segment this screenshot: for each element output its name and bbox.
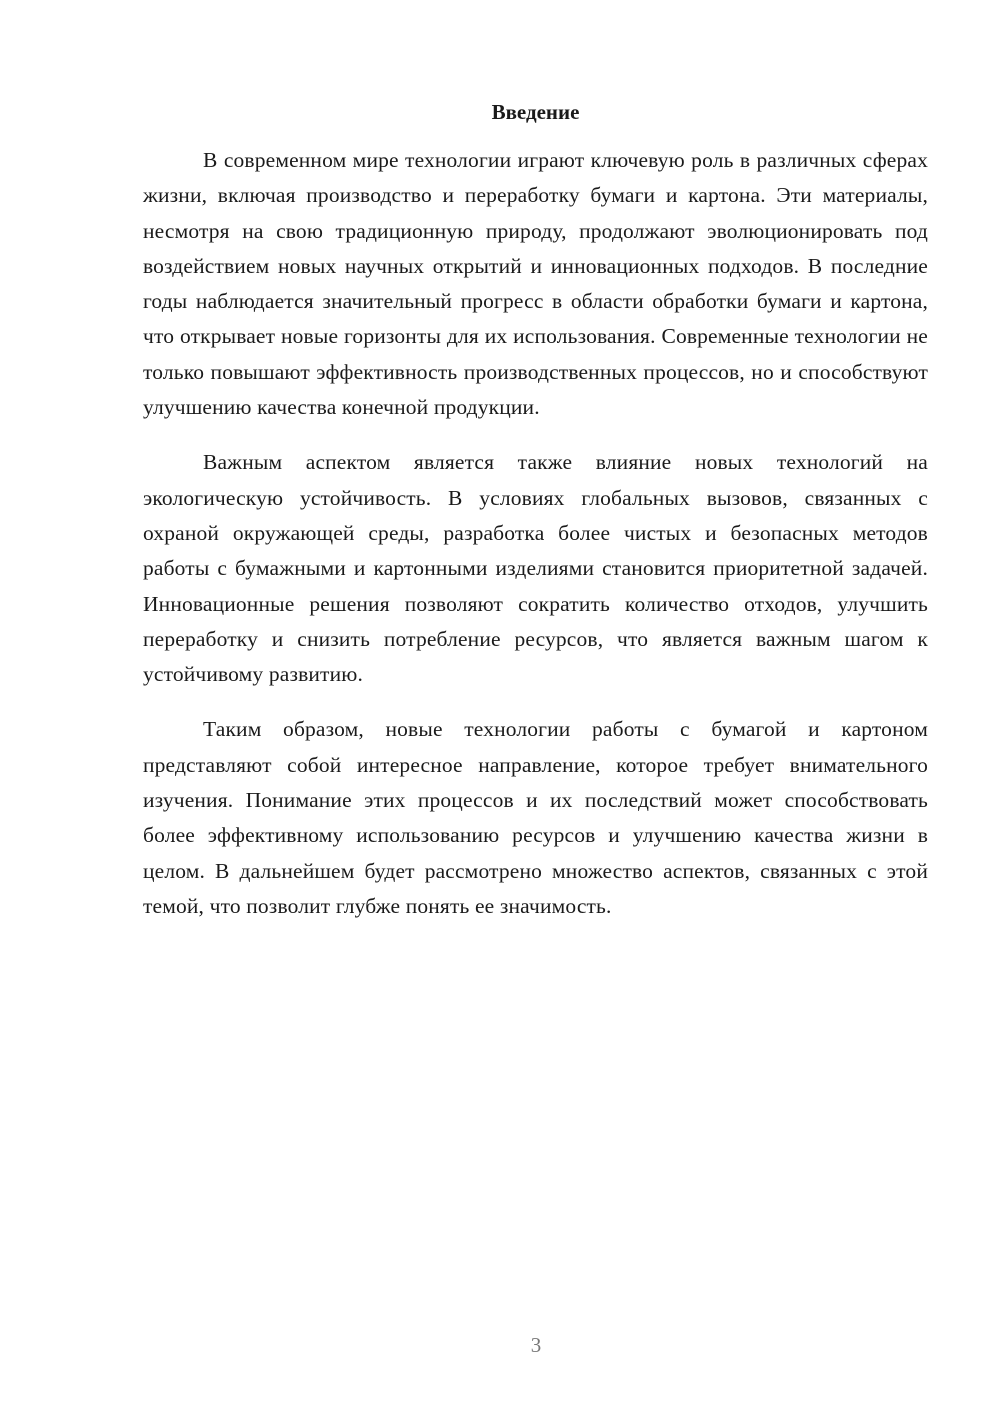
paragraph-3: Таким образом, новые технологии работы с бумагой и картоном представляют собой интересное направление, которое требует внимательного изучения. Понимание этих процессов и их последствий может способствовать более эффективному использованию ресурсов и улучшению качества жизни в целом. В дальнейшем будет рассмотрено множество аспектов, связанных с этой темой, что позволит глубже понять ее значимость. — [143, 717, 928, 918]
body-text — [143, 143, 928, 944]
paragraph-2: Важным аспектом является также влияние новых технологий на экологическую устойчивость. В условиях глобальных вызовов, связанных с охраной окружающей среды, разработка более чистых и безопасных методов работы с бумажными и картонными изделиями становится приоритетной задачей. Инновационные решения позволяют сократить количество отходов, улучшить переработку и снизить потребление ресурсов, что является важным шагом к устойчивому развитию. — [143, 450, 928, 687]
paragraph-1: В современном мире технологии играют ключевую роль в различных сферах жизни, включая производство и переработку бумаги и картона. Эти материалы, несмотря на свою традиционную природу, продолжают эволюционировать под воздействием новых научных открытий и инновационных подходов. В последние годы наблюдается значительный прогресс в области обработки бумаги и картона, что открывает новые горизонты для их использования. Современные технологии не только повышают эффективность производственных процессов, но и способствуют улучшению качества конечной продукции. — [143, 148, 928, 420]
page-number: 3 — [530, 1333, 542, 1357]
page-title: Введение — [491, 100, 580, 124]
